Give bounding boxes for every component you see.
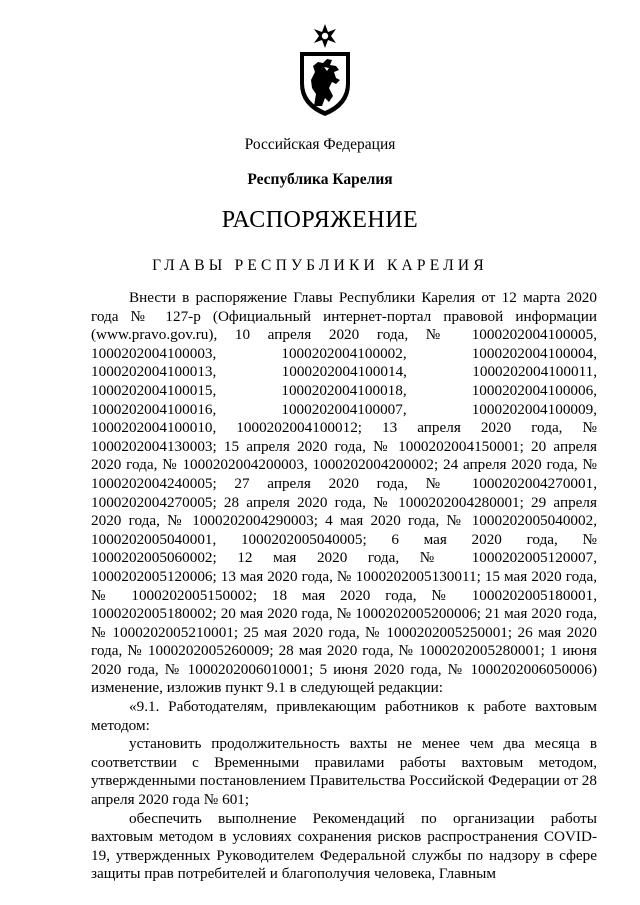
- paragraph-recommendations: обеспечить выполнение Рекомендаций по организации работы вахтовым методом в условиях сохранения рисков распространения COVID-19, утвержденных Руководителем Федеральной службы по надзору в сфере защиты прав потребителей и благополучия человека, Главным: [91, 809, 597, 883]
- karelia-coat-of-arms-icon: [296, 22, 354, 118]
- paragraph-clause-9-1: «9.1. Работодателям, привлекающим работников к работе вахтовым методом:: [91, 698, 597, 734]
- republic-name: Республика Карелия: [247, 171, 393, 188]
- paragraph-amendment-intro: Внести в распоряжение Главы Республики Карелия от 12 марта 2020 года № 127-р (Официальный интернет-портал правовой информации (www.pravo.gov.ru), 10 апреля 2020 года, № 1000202004100005, 1000202004100003, 1000202004100002, 1000202004100004, 1000202004100013, 1000202004100014, 1000202004100011, 1000202004100015, 1000202004100018, 1000202004100006, 1000202004100016, 1000202004100007, 1000202004100009, 1000202004100010, 1000202004100012; 13 апреля 2020 года, № 1000202004130003; 15 апреля 2020 года, № 1000202004150001; 20 апреля 2020 года, № 1000202004200003, 1000202004200002; 24 апреля 2020 года, № 1000202004240005; 27 апреля 2020 года, № 1000202004270001, 1000202004270005; 28 апреля 2020 года, № 1000202004280001; 29 апреля 2020 года, № 1000202004290003; 4 мая 2020 года, № 1000202005040002, 1000202005040001, 1000202005040005; 6 мая 2020 года, № 1000202005060002; 12 мая 2020 года, № 1000202005120007, 1000202005120006; 13 мая 2020 года, № 1000202005130011; 15 мая 2020 года, № 1000202005150002; 18 мая 2020 года, № 1000202005180001, 1000202005180002; 20 мая 2020 года, № 1000202005200006; 21 мая 2020 года, № 1000202005210001; 25 мая 2020 года, № 1000202005250001; 26 мая 2020 года, № 1000202005260009; 28 мая 2020 года, № 1000202005280001; 1 июня 2020 года, № 1000202006010001; 5 июня 2020 года, № 1000202006050006) изменение, изложив пункт 9.1 в следующей редакции:: [91, 289, 597, 697]
- document-type: РАСПОРЯЖЕНИЕ: [221, 207, 419, 233]
- country-name: Российская Федерация: [244, 136, 396, 153]
- document-body: [91, 289, 597, 884]
- issuer-title: ГЛАВЫ РЕСПУБЛИКИ КАРЕЛИЯ: [152, 257, 488, 274]
- paragraph-shift-duration: установить продолжительность вахты не менее чем два месяца в соответствии с Временными правилами работы вахтовым методом, утвержденными постановлением Правительства Российской Федерации от 28 апреля 2020 года № 601;: [91, 735, 597, 809]
